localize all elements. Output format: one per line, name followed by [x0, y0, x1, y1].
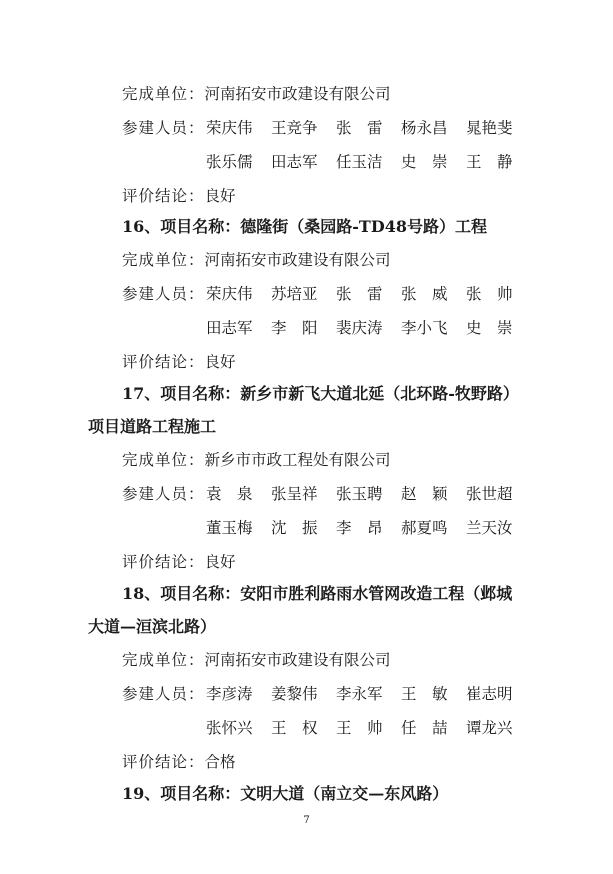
member-name: 张乐儒 [206, 153, 253, 171]
member-name: 李小飞 [401, 319, 448, 337]
member-name: 崔志明 [466, 685, 513, 703]
conclusion-value: 良好 [204, 353, 236, 371]
member-name: 史 崇 [466, 319, 513, 337]
member-name: 张玉聘 [336, 485, 383, 503]
member-name: 裴庆涛 [336, 319, 383, 337]
member-name: 谭龙兴 [466, 719, 513, 737]
member-name: 晁艳斐 [466, 119, 513, 137]
conclusion-line [122, 552, 236, 572]
member-name: 王 静 [466, 153, 513, 171]
members-label: 参建人员： [122, 485, 205, 503]
member-name: 田志军 [271, 153, 318, 171]
member-name: 赵 颖 [401, 485, 448, 503]
conclusion-line [122, 352, 236, 372]
member-name: 李彦涛 [206, 685, 253, 703]
completion-unit-label: 完成单位： [122, 451, 205, 469]
member-name: 张怀兴 [206, 719, 253, 737]
member-name: 王竞争 [271, 119, 318, 137]
members-row [206, 152, 513, 172]
members-row [206, 684, 513, 704]
members-label: 参建人员： [122, 685, 205, 703]
member-name: 张世超 [466, 485, 513, 503]
member-name: 任 喆 [401, 719, 448, 737]
member-name: 张呈祥 [271, 485, 318, 503]
conclusion-line [122, 186, 236, 206]
completion-unit-line [122, 250, 391, 270]
completion-unit-line [122, 650, 391, 670]
project-title-continued: 项目道路工程施工 [88, 417, 217, 436]
completion-unit-value: 河南拓安市政建设有限公司 [204, 251, 391, 269]
member-name: 任玉洁 [336, 153, 383, 171]
project-title: 17、项目名称：新乡市新飞大道北延（北环路-牧野路） [122, 384, 519, 403]
member-name: 李 阳 [271, 319, 318, 337]
members-label: 参建人员： [122, 285, 205, 303]
member-name: 郝夏鸣 [401, 519, 448, 537]
member-name: 李永军 [336, 685, 383, 703]
member-name: 苏培亚 [271, 285, 318, 303]
project-title: 19、项目名称：文明大道（南立交—东风路） [122, 784, 449, 803]
members-label: 参建人员： [122, 119, 205, 137]
completion-unit-value: 河南拓安市政建设有限公司 [204, 85, 391, 103]
member-name: 兰天汝 [466, 519, 513, 537]
project-title: 18、项目名称：安阳市胜利路雨水管网改造工程（邺城 [122, 584, 513, 603]
member-name: 王 帅 [336, 719, 383, 737]
member-name: 荣庆伟 [206, 285, 253, 303]
project-title-continued: 大道—洹滨北路） [88, 617, 217, 636]
conclusion-value: 合格 [204, 753, 236, 771]
member-name: 荣庆伟 [206, 119, 253, 137]
members-row [206, 284, 513, 304]
member-name: 张 雷 [336, 285, 383, 303]
conclusion-line [122, 752, 236, 772]
member-name: 沈 振 [271, 519, 318, 537]
completion-unit-line [122, 450, 391, 470]
conclusion-label: 评价结论： [122, 553, 205, 571]
member-name: 张 威 [401, 285, 448, 303]
member-name: 张 雷 [336, 119, 383, 137]
members-row [206, 118, 513, 138]
completion-unit-label: 完成单位： [122, 251, 205, 269]
conclusion-value: 良好 [204, 553, 236, 571]
member-name: 董玉梅 [206, 519, 253, 537]
conclusion-label: 评价结论： [122, 353, 205, 371]
members-row [206, 718, 513, 738]
member-name: 史 崇 [401, 153, 448, 171]
member-name: 田志军 [206, 319, 253, 337]
completion-unit-label: 完成单位： [122, 651, 205, 669]
page-number: 7 [303, 815, 310, 826]
completion-unit-value: 新乡市市政工程处有限公司 [204, 451, 391, 469]
conclusion-label: 评价结论： [122, 753, 205, 771]
completion-unit-label: 完成单位： [122, 85, 205, 103]
members-row [206, 318, 513, 338]
conclusion-label: 评价结论： [122, 187, 205, 205]
completion-unit-value: 河南拓安市政建设有限公司 [204, 651, 391, 669]
members-row [206, 518, 513, 538]
member-name: 杨永昌 [401, 119, 448, 137]
member-name: 袁 泉 [206, 485, 253, 503]
members-row [206, 484, 513, 504]
member-name: 张 帅 [466, 285, 513, 303]
member-name: 李 昂 [336, 519, 383, 537]
member-name: 姜黎伟 [271, 685, 318, 703]
project-title: 16、项目名称：德隆街（桑园路-TD48号路）工程 [122, 217, 487, 236]
member-name: 王 敏 [401, 685, 448, 703]
member-name: 王 权 [271, 719, 318, 737]
conclusion-value: 良好 [204, 187, 236, 205]
completion-unit-line [122, 84, 391, 104]
